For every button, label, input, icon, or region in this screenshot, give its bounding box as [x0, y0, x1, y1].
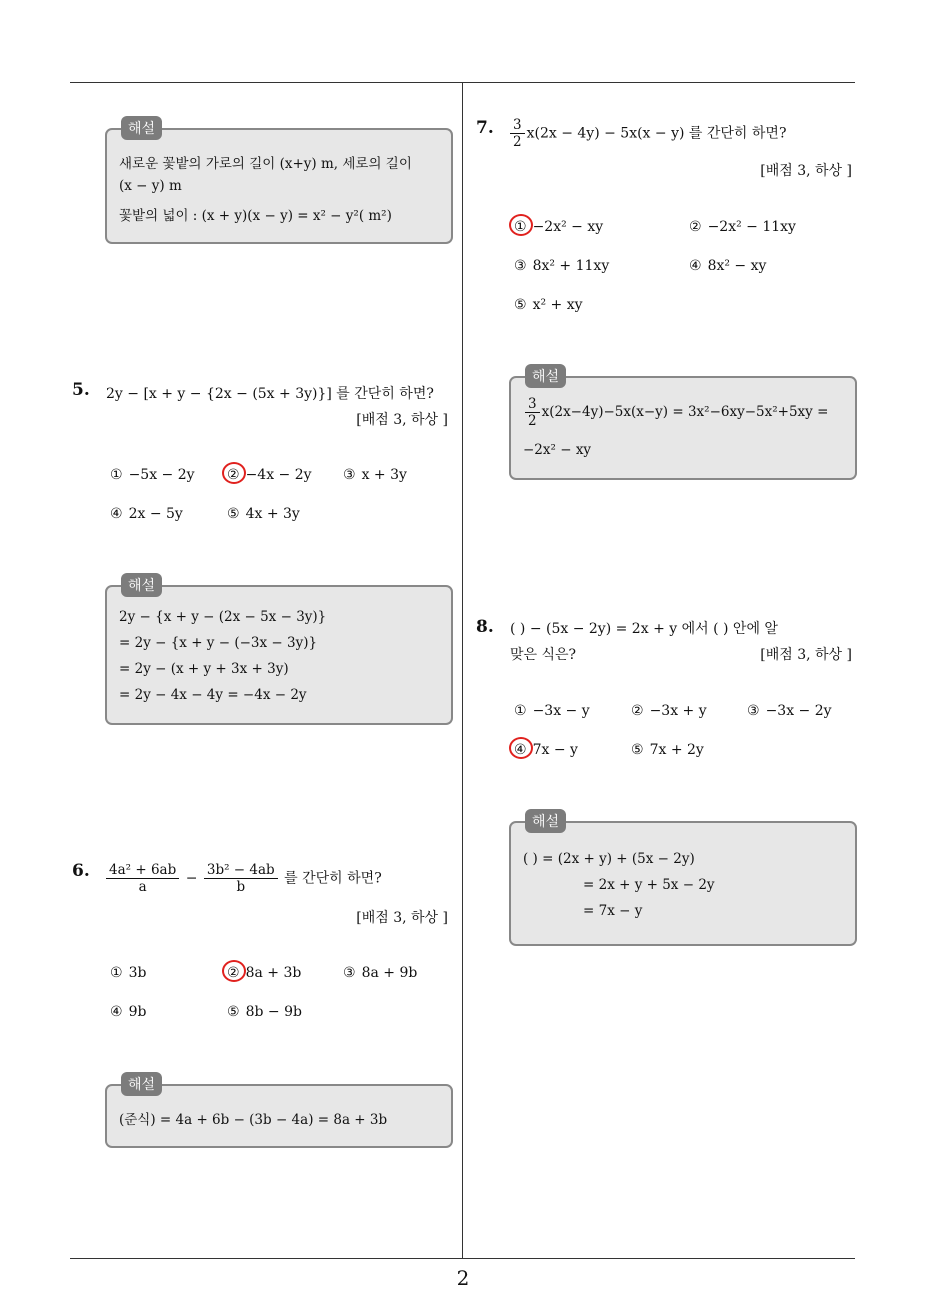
solution-line: 꽃밭의 넓이 : (x + y)(x − y) = x² − y²( m²) [119, 208, 392, 224]
question-number: 5. [72, 380, 90, 400]
solution-line: = 2y − {x + y − (−3x − 3y)} [119, 635, 318, 651]
question-text: $\frac{3}{2}$ x(2x − 4y) − 5x(x − y) 를 간단히 하면? [508, 117, 786, 150]
solution-box-q8 [509, 814, 857, 946]
question-number: 8. [476, 617, 494, 637]
solution-line: = 2y − (x + y + 3x + 3y) [119, 661, 289, 677]
option-4[interactable]: ④ 7x − y [514, 742, 578, 758]
option-2[interactable]: ② −2x² − 11xy [689, 219, 796, 235]
question-meta: [배점 3, 하상 ] [760, 163, 852, 179]
fraction: $\frac{3}{2}$ [525, 396, 540, 429]
solution-line: ( ) = (2x + y) + (5x − 2y) [523, 851, 695, 867]
question-text: ( ) − (5x − 2y) = 2x + y 에서 ( ) 안에 알 [510, 621, 778, 637]
solution-box-q7 [509, 369, 857, 480]
option-4[interactable]: ④ 2x − 5y [110, 506, 183, 522]
option-5[interactable]: ⑤ x² + xy [514, 297, 583, 313]
solution-line: (x − y) m [119, 178, 182, 194]
solution-line: (준식) = 4a + 6b − (3b − 4a) = 8a + 3b [119, 1112, 388, 1128]
fraction: $\frac{\text{4a² + 6ab}}{a}$ [106, 862, 179, 895]
option-2[interactable]: ② 8a + 3b [227, 965, 302, 981]
option-1[interactable]: ① −5x − 2y [110, 467, 195, 483]
option-3[interactable]: ③ 8x² + 11xy [514, 258, 610, 274]
selected-answer-mark [222, 462, 246, 484]
solution-line: 2y − {x + y − (2x − 5x − 3y)} [119, 609, 327, 625]
solution-line: −2x² − xy [523, 442, 592, 458]
selected-answer-mark [509, 737, 533, 759]
solution-line: = 2x + y + 5x − 2y [583, 877, 715, 893]
option-5[interactable]: ⑤ 4x + 3y [227, 506, 300, 522]
solution-line: 새로운 꽃밭의 가로의 길이 (x+y) m, 세로의 길이 [119, 156, 412, 172]
option-4[interactable]: ④ 9b [110, 1004, 147, 1020]
option-4[interactable]: ④ 8x² − xy [689, 258, 767, 274]
solution-line: = 7x − y [583, 903, 643, 919]
solution-line: $\frac{3}{2}$ x(2x−4y)−5x(x−y) = 3x²−6xy−5x²+5xy = [523, 396, 828, 429]
solution-box-q5 [105, 578, 453, 725]
option-3[interactable]: ③ −3x − 2y [747, 703, 832, 719]
question-number: 6. [72, 861, 90, 881]
fraction: $\frac{\text{3b² − 4ab}}{b}$ [204, 862, 278, 895]
question-meta: [배점 3, 하상 ] [356, 910, 448, 926]
option-2[interactable]: ② −3x + y [631, 703, 707, 719]
solution-label: 해설 [121, 573, 162, 597]
question-text: 맞은 식은? [510, 647, 577, 663]
question-text: $\frac{\text{4a² + 6ab}}{a}$ − $\frac{\text{3b² − 4ab}}{b}$ 를 간단히 하면? [104, 862, 382, 895]
solution-label: 해설 [121, 1072, 162, 1096]
solution-box-q4 [105, 121, 453, 244]
question-meta: [배점 3, 하상 ] [760, 647, 852, 663]
option-5[interactable]: ⑤ 8b − 9b [227, 1004, 302, 1020]
option-1[interactable]: ① −3x − y [514, 703, 590, 719]
solution-line: = 2y − 4x − 4y = −4x − 2y [119, 687, 307, 703]
question-text: 2y − [x + y − {2x − (5x + 3y)}] 를 간단히 하면? [106, 386, 434, 402]
column-divider [462, 83, 463, 1259]
fraction: $\frac{3}{2}$ [510, 117, 525, 150]
solution-label: 해설 [121, 116, 162, 140]
solution-label: 해설 [525, 809, 566, 833]
option-1[interactable]: ① −2x² − xy [514, 219, 604, 235]
option-2[interactable]: ② −4x − 2y [227, 467, 312, 483]
bottom-rule [70, 1258, 855, 1259]
solution-label: 해설 [525, 364, 566, 388]
solution-box-q6 [105, 1077, 453, 1148]
question-meta: [배점 3, 하상 ] [356, 412, 448, 428]
selected-answer-mark [509, 214, 533, 236]
option-3[interactable]: ③ x + 3y [343, 467, 407, 483]
selected-answer-mark [222, 960, 246, 982]
question-number: 7. [476, 118, 494, 138]
option-3[interactable]: ③ 8a + 9b [343, 965, 418, 981]
option-5[interactable]: ⑤ 7x + 2y [631, 742, 704, 758]
option-1[interactable]: ① 3b [110, 965, 147, 981]
page-number: 2 [456, 1266, 470, 1290]
